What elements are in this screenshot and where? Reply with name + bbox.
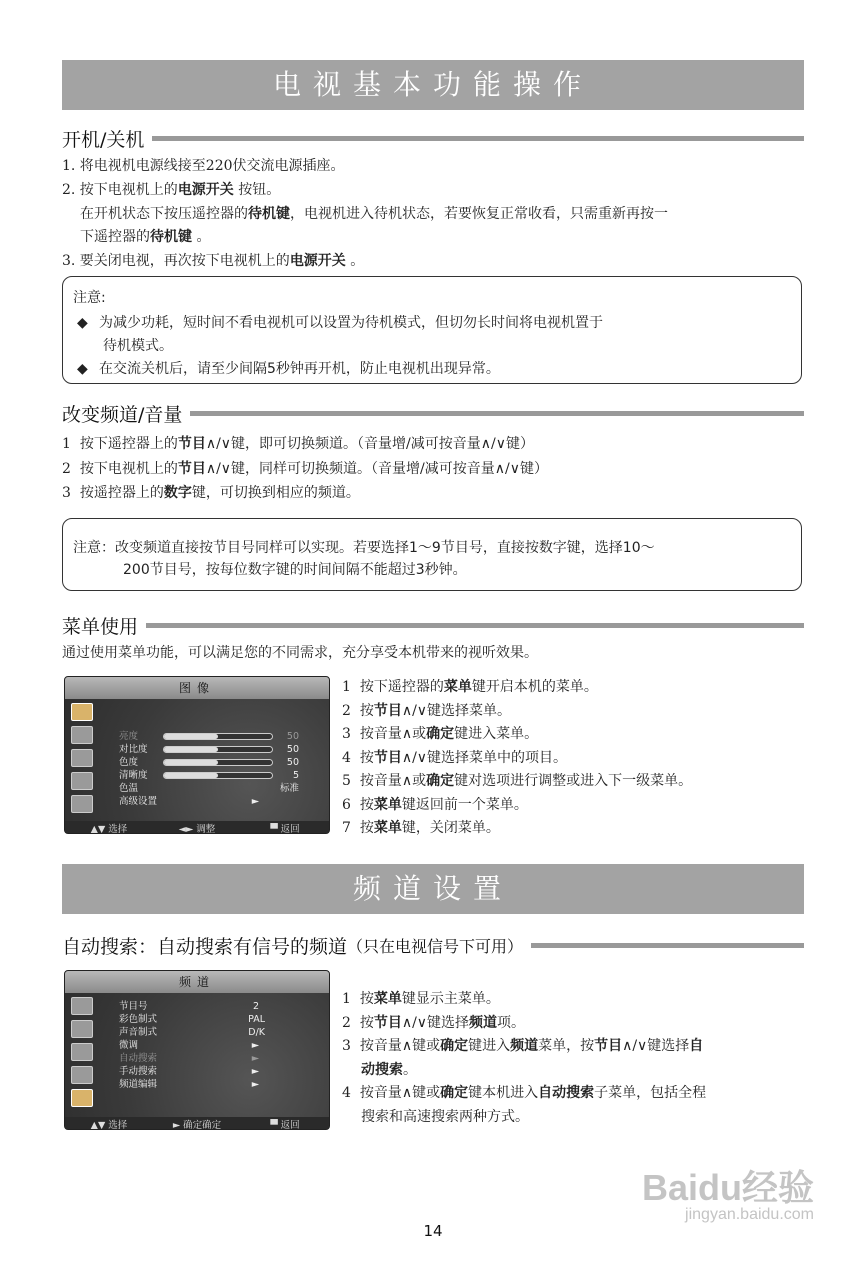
text: ∧/∨键选择 <box>401 1014 470 1031</box>
section-title-note: （只在电视信号下可用） <box>347 936 524 956</box>
text: 3. 要关闭电视，再次按下电视机上的 <box>62 253 290 269</box>
menu-row-advanced <box>119 796 299 808</box>
text: 2. 按下电视机上的 <box>62 182 178 198</box>
menu-step <box>342 700 692 724</box>
text: 键返回前一个菜单。 <box>401 796 528 813</box>
tv-menu-channel <box>64 970 330 1130</box>
menu-row-manual-search <box>119 1066 299 1078</box>
keyword: 节目 <box>373 749 402 766</box>
menu-row-color-temp <box>119 783 299 795</box>
row-value: 50 <box>286 757 299 768</box>
menu-row-sound-system <box>119 1027 299 1039</box>
text: 按音量∧键或 <box>359 1085 441 1101</box>
power-step-3 <box>62 250 364 270</box>
step-number: 5 <box>342 773 351 789</box>
section-rule <box>146 623 804 628</box>
menu-footer <box>65 1117 329 1130</box>
step-number: 2 <box>342 1014 351 1031</box>
text: 在开机状态下按压遥控器的 <box>80 206 248 222</box>
text: 键显示主菜单。 <box>401 991 500 1007</box>
diamond-icon: ◆ <box>77 361 88 377</box>
row-value: 2 <box>252 1001 259 1012</box>
text: 菜单，按 <box>538 1038 595 1054</box>
keyword: 待机键 <box>150 229 192 245</box>
section-title: 改变频道/音量 <box>62 403 183 426</box>
row-label: 对比度 <box>119 744 148 755</box>
menu-intro: 通过使用菜单功能，可以满足您的不同需求，充分享受本机带来的视听效果。 <box>62 645 538 661</box>
text: ∧/∨键，同样可切换频道。（音量增/减可按音量∧/∨键） <box>205 461 548 477</box>
picture-icon <box>71 703 93 721</box>
keyword: 动搜索 <box>361 1061 403 1078</box>
text: 键进入 <box>468 1038 511 1054</box>
search-step <box>342 988 706 1012</box>
note-line-2: 200节目号，按每位数字键的时间间隔不能超过3秒钟。 <box>123 562 467 578</box>
channel-step-3 <box>62 482 360 502</box>
text: 键进入菜单。 <box>454 726 539 742</box>
text: 按音量∧键或 <box>359 1038 441 1054</box>
row-label: 声音制式 <box>119 1027 158 1038</box>
level-bar <box>163 772 273 779</box>
row-label: 微调 <box>119 1040 139 1051</box>
text: 键，可切换到相应的频道。 <box>191 485 360 501</box>
menu-body <box>65 699 329 821</box>
arrow-right-icon: ► <box>251 1079 259 1090</box>
step-number: 1 <box>342 679 351 695</box>
auto-search-steps <box>342 988 706 1129</box>
watermark-logo: Baidu经验 <box>641 1167 814 1208</box>
note-line-1: 注意：改变频道直接按节目号同样可以实现。若要选择1～9节目号，直接按数字键，选择10～ <box>73 540 655 556</box>
keyword: 电源开关 <box>289 253 346 269</box>
search-step <box>342 1012 706 1036</box>
row-label: 色温 <box>119 783 139 794</box>
level-bar <box>163 733 273 740</box>
section-header-auto-search <box>62 932 804 958</box>
row-value: 50 <box>286 744 299 755</box>
keyword: 自 <box>689 1038 704 1054</box>
keyword: 确定 <box>440 1038 469 1054</box>
search-step <box>342 1035 706 1059</box>
text: 按 <box>359 796 374 813</box>
text: 按下遥控器的 <box>359 679 444 695</box>
section-banner: 电视基本功能操作 <box>62 60 804 110</box>
level-fill <box>164 760 218 765</box>
section-header-power <box>62 125 804 151</box>
step-number: 2 <box>62 461 71 477</box>
keyword: 菜单 <box>373 796 402 813</box>
note-bullet-2 <box>77 358 500 378</box>
text: 搜索和高速搜索两种方式。 <box>361 1108 529 1125</box>
row-value: PAL <box>248 1014 265 1025</box>
power-step-2-detail <box>80 203 668 223</box>
step-number: 1 <box>62 436 71 452</box>
menu-row-sharpness <box>119 770 299 782</box>
note-box-power <box>62 276 802 384</box>
row-label: 亮度 <box>119 731 139 742</box>
row-value: D/K <box>248 1027 265 1038</box>
text: 项。 <box>497 1014 526 1031</box>
text: ∧/∨键选择菜单。 <box>401 702 512 719</box>
channel-icon <box>71 1089 93 1107</box>
row-label: 节目号 <box>119 1001 148 1012</box>
text: 下遥控器的 <box>80 229 150 245</box>
row-value: 标准 <box>279 783 299 794</box>
channel-step-1 <box>62 433 534 453</box>
note-bullet-1 <box>77 312 791 332</box>
menu-row-program-number <box>119 1001 299 1013</box>
arrow-right-icon: ► <box>251 1040 259 1051</box>
text: 按 <box>359 820 374 836</box>
footer-confirm: ► 确定确定 <box>172 1120 222 1130</box>
note-label: 注意: <box>73 290 106 306</box>
level-fill <box>164 773 218 778</box>
note-bullet-1-cont: 待机模式。 <box>103 338 173 354</box>
step-number: 1 <box>342 991 351 1007</box>
text: 。 <box>350 253 365 269</box>
text: 按 <box>359 1014 374 1031</box>
menu-step <box>342 770 692 794</box>
menu-step <box>342 747 692 771</box>
step-number: 7 <box>342 820 351 836</box>
text: 按 <box>359 702 374 719</box>
function-icon <box>71 1066 93 1084</box>
text: 。 <box>196 229 211 245</box>
menu-row-color-system <box>119 1014 299 1026</box>
menu-row-fine-tune <box>119 1040 299 1052</box>
step-number: 4 <box>342 749 351 766</box>
keyword: 电源开关 <box>177 182 234 198</box>
section-rule <box>152 136 804 141</box>
level-bar <box>163 746 273 753</box>
keyword: 频道 <box>469 1014 498 1031</box>
keyword: 待机键 <box>248 206 290 222</box>
section-title: 开机/关机 <box>62 128 145 151</box>
arrow-right-icon: ► <box>251 1066 259 1077</box>
power-step-1: 1. 将电视机电源线接至220伏交流电源插座。 <box>62 158 345 174</box>
section-banner: 频道设置 <box>62 864 804 914</box>
text: 按音量∧或 <box>359 773 427 789</box>
keyword: 菜单 <box>373 820 402 836</box>
text: 按钮。 <box>238 182 281 198</box>
keyword: 节目 <box>373 702 402 719</box>
tv-menu-picture <box>64 676 330 834</box>
menu-steps <box>342 676 692 841</box>
menu-step <box>342 676 692 700</box>
row-label: 彩色制式 <box>119 1014 158 1025</box>
menu-row-auto-search <box>119 1053 299 1065</box>
level-bar <box>163 759 273 766</box>
lock-icon <box>71 795 93 813</box>
keyword: 节目 <box>177 436 206 452</box>
channel-icon <box>71 749 93 767</box>
text: 键对选项进行调整或进入下一级菜单。 <box>454 773 693 789</box>
menu-step <box>342 817 692 841</box>
text: 键本机进入 <box>468 1085 539 1101</box>
footer-select: ▲▼ 选择 <box>90 824 128 834</box>
diamond-icon: ◆ <box>77 315 88 331</box>
section-header-menu <box>62 612 804 638</box>
text: 按遥控器上的 <box>79 485 164 501</box>
step-number: 2 <box>342 702 351 719</box>
step-number: 6 <box>342 796 351 813</box>
level-fill <box>164 747 218 752</box>
note-box-channel <box>62 518 802 591</box>
arrow-right-icon: ► <box>251 1053 259 1064</box>
menu-icon-column <box>71 703 97 818</box>
menu-footer <box>65 821 329 834</box>
function-icon <box>71 772 93 790</box>
keyword: 节目 <box>373 1014 402 1031</box>
menu-row-contrast <box>119 744 299 756</box>
text: 。 <box>403 1061 417 1078</box>
watermark-url: jingyan.baidu.com <box>685 1206 814 1223</box>
time-icon <box>71 1043 93 1061</box>
row-label: 色度 <box>119 757 139 768</box>
keyword: 节目 <box>594 1038 623 1054</box>
power-step-2-detail-cont <box>80 226 210 246</box>
search-step <box>342 1082 706 1106</box>
menu-icon-column <box>71 997 97 1112</box>
section-title: 自动搜索：自动搜索有信号的频道 <box>62 935 348 958</box>
text: 在交流关机后，请至少间隔5秒钟再开机，防止电视机出现异常。 <box>99 361 500 377</box>
keyword: 节目 <box>177 461 206 477</box>
menu-row-color <box>119 757 299 769</box>
menu-row-channel-edit <box>119 1079 299 1091</box>
level-fill <box>164 734 218 739</box>
menu-title: 图像 <box>65 677 329 699</box>
section-title: 菜单使用 <box>62 615 139 638</box>
row-label: 高级设置 <box>119 796 158 807</box>
footer-adjust: ◄► 调整 <box>178 824 216 834</box>
step-number: 3 <box>62 485 71 501</box>
step-number: 3 <box>342 1038 351 1054</box>
section-header-channel-volume <box>62 400 804 426</box>
text: 为减少功耗，短时间不看电视机可以设置为待机模式，但切勿长时间将电视机置于 <box>99 315 603 331</box>
keyword: 确定 <box>440 1085 469 1101</box>
keyword: 自动搜索 <box>538 1085 595 1101</box>
text: 键，关闭菜单。 <box>401 820 500 836</box>
page-number: 14 <box>423 1222 443 1240</box>
power-step-2 <box>62 179 280 199</box>
text: 按音量∧或 <box>359 726 427 742</box>
sound-icon <box>71 1020 93 1038</box>
step-number: 4 <box>342 1085 351 1101</box>
row-label: 清晰度 <box>119 770 148 781</box>
text: ∧/∨键选择 <box>622 1038 690 1054</box>
text: 按下电视机上的 <box>79 461 178 477</box>
arrow-right-icon: ► <box>251 796 259 807</box>
keyword: 确定 <box>426 773 455 789</box>
channel-step-2 <box>62 458 548 478</box>
text: 按下遥控器上的 <box>79 436 178 452</box>
menu-step <box>342 794 692 818</box>
text: ∧/∨键，即可切换频道。（音量增/减可按音量∧/∨键） <box>205 436 534 452</box>
keyword: 频道 <box>510 1038 539 1054</box>
footer-return: ▀ 返回 <box>270 824 300 834</box>
menu-title: 频道 <box>65 971 329 993</box>
row-label: 手动搜索 <box>119 1066 158 1077</box>
text: ∧/∨键选择菜单中的项目。 <box>401 749 568 766</box>
text: 键开启本机的菜单。 <box>471 679 598 695</box>
search-step-cont <box>342 1059 706 1083</box>
picture-icon <box>71 997 93 1015</box>
text: 按 <box>359 749 374 766</box>
text: ，电视机进入待机状态，若要恢复正常收看，只需重新再按一 <box>290 206 668 222</box>
step-number: 3 <box>342 726 351 742</box>
footer-return: ▀ 返回 <box>270 1120 300 1130</box>
menu-step <box>342 723 692 747</box>
keyword: 数字 <box>163 485 192 501</box>
row-label: 频道编辑 <box>119 1079 158 1090</box>
text: 按 <box>359 991 374 1007</box>
menu-body <box>65 993 329 1117</box>
keyword: 菜单 <box>373 991 402 1007</box>
menu-row-brightness <box>119 731 299 743</box>
keyword: 确定 <box>426 726 455 742</box>
row-value: 5 <box>292 770 299 781</box>
footer-select: ▲▼ 选择 <box>90 1120 128 1130</box>
keyword: 菜单 <box>443 679 472 695</box>
row-value: 50 <box>286 731 299 742</box>
sound-icon <box>71 726 93 744</box>
section-rule <box>531 943 804 948</box>
search-step-cont <box>342 1106 706 1130</box>
section-rule <box>190 411 804 416</box>
row-label: 自动搜索 <box>119 1053 158 1064</box>
text: 子菜单，包括全程 <box>594 1085 707 1101</box>
